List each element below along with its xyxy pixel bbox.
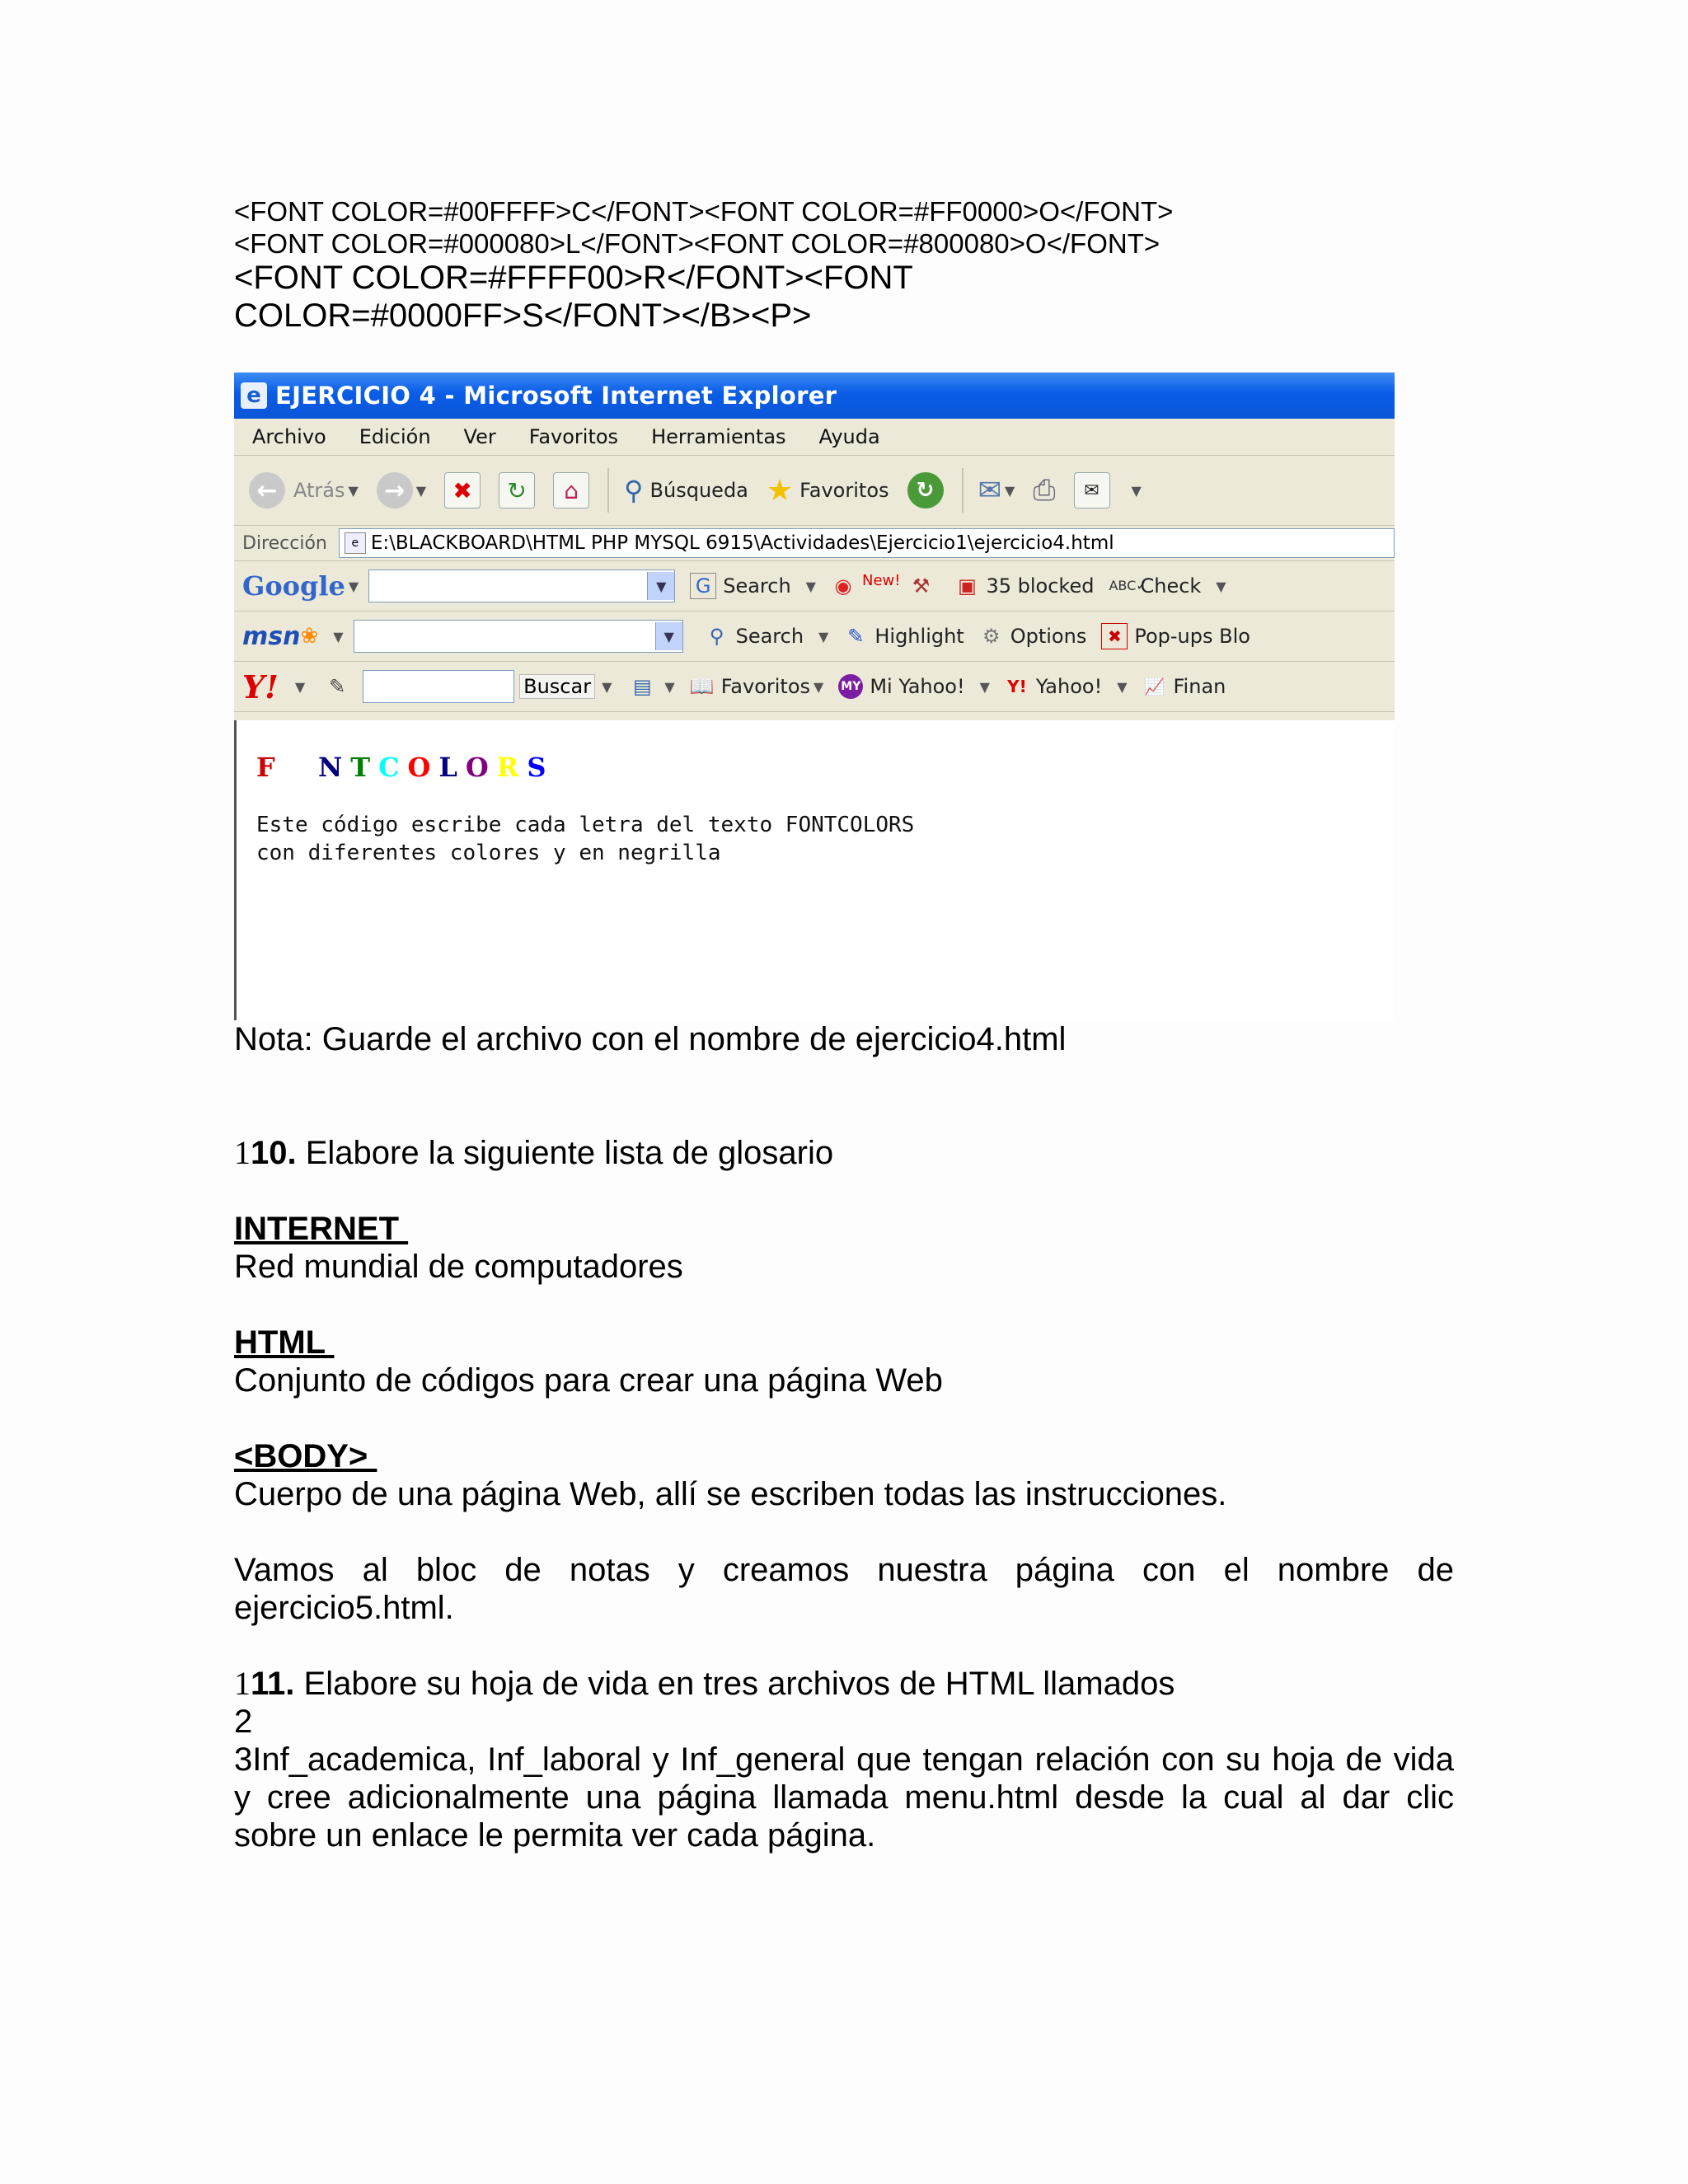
refresh-icon[interactable]: ↻ <box>499 472 535 509</box>
code-line-2: <FONT COLOR=#000080>L</FONT><FONT COLOR=#800080>O</FONT> <box>234 228 1160 259</box>
chevron-down-icon[interactable]: ▼ <box>294 678 306 695</box>
yahoo-y-icon: Y! <box>1007 677 1027 696</box>
item-11-text: Elabore su hoja de vida en tres archivos de HTML llamados <box>294 1666 1175 1702</box>
buscar-button[interactable]: Buscar <box>519 674 595 699</box>
item-10-text: Elabore la siguiente lista de glosario <box>296 1135 834 1171</box>
item-10-number: 10. <box>251 1135 297 1171</box>
favorites-label: Favoritos <box>799 479 889 502</box>
mail-button[interactable] <box>978 474 1015 507</box>
back-label: Atrás <box>293 479 345 502</box>
glossary-def-internet: Red mundial de computadores <box>234 1249 683 1285</box>
chevron-down-icon: ▼ <box>979 678 990 695</box>
back-button[interactable] <box>249 472 359 509</box>
item-11-prefix: 1 <box>234 1665 251 1702</box>
msn-logo: msn <box>242 621 301 651</box>
fontcolors-letter <box>284 752 301 783</box>
star-icon: ★ <box>766 473 794 508</box>
mi-yahoo-button[interactable] <box>838 674 990 699</box>
fontcolors-letter: S <box>527 752 555 783</box>
yahoo-favoritos-label: Favoritos <box>720 675 811 698</box>
forward-arrow-icon: → <box>377 472 413 509</box>
toolbar-separator <box>962 468 964 513</box>
chevron-down-icon: ▼ <box>805 578 816 594</box>
address-label: Dirección <box>242 532 327 554</box>
blocked-count: 35 blocked <box>986 574 1095 598</box>
browser-screenshot <box>234 373 1395 1020</box>
menu-favoritos[interactable]: Favoritos <box>528 425 619 448</box>
favorites-button[interactable] <box>767 474 889 508</box>
options-label: Options <box>1010 625 1087 648</box>
fontcolors-letter: R <box>496 752 528 783</box>
chevron-down-icon: ▼ <box>1216 578 1226 594</box>
google-toolbar <box>234 561 1395 612</box>
fontcolors-letter <box>301 752 318 783</box>
chevron-down-icon[interactable]: ▼ <box>602 678 612 695</box>
address-input[interactable] <box>339 528 1395 558</box>
title-bar <box>234 373 1395 419</box>
item-10-prefix: 1 <box>234 1134 251 1171</box>
item-11 <box>234 1665 1175 1703</box>
chevron-down-icon: ▼ <box>1117 678 1128 695</box>
fontcolors-letter: N <box>318 752 351 783</box>
mi-yahoo-icon: MY <box>838 674 863 699</box>
window-icon[interactable]: ▤ <box>633 675 652 698</box>
standard-toolbar <box>234 456 1395 526</box>
popup-block-icon: ✖ <box>1101 623 1128 649</box>
address-bar <box>234 526 1395 561</box>
history-icon[interactable]: ↻ <box>907 472 944 509</box>
search-button[interactable] <box>624 475 748 506</box>
chevron-down-icon: ▼ <box>348 482 359 499</box>
popups-button[interactable] <box>1101 623 1250 649</box>
chevron-down-icon[interactable]: ▼ <box>647 572 674 600</box>
search-icon: ⚲ <box>624 475 644 506</box>
fontcolors-letter: L <box>438 752 466 783</box>
popups-label: Pop-ups Blo <box>1134 625 1250 648</box>
popup-blocked-icon: ▣ <box>958 574 977 598</box>
fontcolors-letter: T <box>350 752 379 783</box>
yahoo-home-button[interactable] <box>1005 674 1128 699</box>
menu-ayuda[interactable]: Ayuda <box>818 425 880 448</box>
msn-toolbar <box>234 612 1395 662</box>
google-logo: Google <box>242 570 345 602</box>
address-value: E:\BLACKBOARD\HTML PHP MYSQL 6915\Actividades\Ejercicio1\ejercicio4.html <box>370 532 1114 554</box>
check-label: Check <box>1140 574 1202 598</box>
options-icon: ⚙ <box>982 625 1001 648</box>
glossary-def-html: Conjunto de códigos para crear una página Web <box>234 1362 943 1399</box>
finance-chart-icon: 📈 <box>1144 677 1165 696</box>
nota-text: Nota: Guarde el archivo con el nombre de ejercicio4.html <box>234 1021 1067 1057</box>
search-label: Búsqueda <box>649 479 748 502</box>
chevron-down-icon[interactable]: ▼ <box>664 678 675 695</box>
fontcolors-letter: F <box>256 752 284 783</box>
search-icon: ⚲ <box>709 625 724 648</box>
back-arrow-icon: ← <box>249 472 285 509</box>
code-line-1: <FONT COLOR=#00FFFF>C</FONT><FONT COLOR=#FF0000>O</FONT> <box>234 196 1174 227</box>
glossary-def-body: Cuerpo de una página Web, allí se escriben todas las instrucciones. <box>234 1476 1227 1512</box>
stop-icon[interactable]: ✖ <box>444 472 481 509</box>
chevron-down-icon: ▼ <box>1005 482 1015 499</box>
fontcolors-letter: O <box>407 752 439 783</box>
description-line-1: Este código escribe cada letra del texto FONTCOLORS <box>256 813 915 837</box>
vamos-paragraph: Vamos al bloc de notas y creamos nuestra página con el nombre de ejercicio5.html. <box>234 1552 1454 1626</box>
chevron-down-icon[interactable]: ▼ <box>655 622 682 650</box>
description-line-2: con diferentes colores y en negrilla <box>256 841 721 865</box>
spellcheck-button[interactable] <box>1109 574 1226 598</box>
google-new-button[interactable] <box>831 571 940 598</box>
menu-archivo[interactable]: Archivo <box>252 425 326 448</box>
browser-page-content <box>234 720 1395 1020</box>
highlight-button[interactable] <box>843 624 964 649</box>
chevron-down-icon: ▼ <box>818 628 829 644</box>
code-line-4: COLOR=#0000FF>S</FONT></B><P> <box>234 298 812 334</box>
popup-blocker-button[interactable] <box>954 574 1094 598</box>
glossary-term-body: <BODY> <box>234 1438 377 1474</box>
options-button[interactable] <box>979 624 1087 649</box>
home-icon[interactable]: ⌂ <box>553 472 589 509</box>
mi-yahoo-label: Mi Yahoo! <box>870 675 965 698</box>
yahoo-toolbar <box>234 662 1395 712</box>
item-10 <box>234 1134 833 1172</box>
google-search-button[interactable] <box>690 573 816 599</box>
fontcolors-letter: C <box>378 752 408 783</box>
google-search-input[interactable] <box>368 569 675 602</box>
chevron-down-icon[interactable]: ▼ <box>1131 482 1142 499</box>
msn-search-input[interactable] <box>354 620 683 653</box>
new-badge: New! <box>861 571 901 589</box>
code-line-3: <FONT COLOR=#FFFF00>R</FONT><FONT <box>234 260 913 296</box>
edit-icon[interactable]: ✉ <box>1074 472 1110 509</box>
chevron-down-icon[interactable]: ▼ <box>333 628 344 644</box>
finance-button[interactable] <box>1142 674 1226 699</box>
yahoo-favoritos-button[interactable] <box>690 674 824 699</box>
yahoo-search-input[interactable] <box>363 670 514 703</box>
msn-search-label: Search <box>735 625 804 648</box>
google-search-label: Search <box>723 574 791 598</box>
ie-icon: e <box>241 382 267 409</box>
glossary-term-html: HTML <box>234 1324 335 1361</box>
menu-herramientas[interactable]: Herramientas <box>651 425 786 448</box>
fontcolors-letter: O <box>465 752 497 783</box>
butterfly-icon: ❀ <box>300 624 319 649</box>
toolbar-separator <box>607 468 609 513</box>
menu-edicion[interactable]: Edición <box>359 425 431 448</box>
finance-label: Finan <box>1173 675 1226 698</box>
chevron-down-icon[interactable]: ▼ <box>348 578 359 594</box>
item-11-number: 11. <box>251 1666 295 1702</box>
yahoo-logo: Y! <box>242 668 279 705</box>
highlighter-icon: ✎ <box>847 625 865 648</box>
menu-bar <box>234 419 1395 456</box>
google-g-icon: G <box>690 573 716 599</box>
msn-search-button[interactable] <box>705 624 829 649</box>
spellcheck-icon: ABC✓ <box>1109 578 1147 593</box>
mail-icon: ✉ <box>978 474 1001 507</box>
fontcolors-text <box>256 752 554 783</box>
print-icon[interactable]: ⎙ <box>1033 474 1056 507</box>
forward-button[interactable] <box>377 472 426 509</box>
glossary-term-internet: INTERNET <box>234 1211 409 1247</box>
pencil-icon[interactable]: ✎ <box>329 675 346 698</box>
highlight-label: Highlight <box>874 625 964 648</box>
pagerank-icon: ◉ <box>834 574 852 598</box>
page-icon: e <box>345 532 366 554</box>
yahoo-label: Yahoo! <box>1035 675 1103 698</box>
page-description <box>256 811 914 867</box>
item-11-paragraph: 3Inf_academica, Inf_laboral y Inf_general que tengan relación con su hoja de vida y cree adicionalmente una página llamada menu.html desde la cual al dar clic sobre un enlace le permita ver cada página. <box>234 1741 1454 1854</box>
bookmarks-icon: 📖 <box>689 675 715 698</box>
chevron-down-icon: ▼ <box>415 482 427 499</box>
tools-icon: ⚒ <box>912 574 931 598</box>
item-11-line-2: 2 <box>234 1704 253 1740</box>
chevron-down-icon: ▼ <box>814 678 824 695</box>
window-title: EJERCICIO 4 - Microsoft Internet Explorer <box>275 382 837 410</box>
menu-ver[interactable]: Ver <box>463 425 496 448</box>
